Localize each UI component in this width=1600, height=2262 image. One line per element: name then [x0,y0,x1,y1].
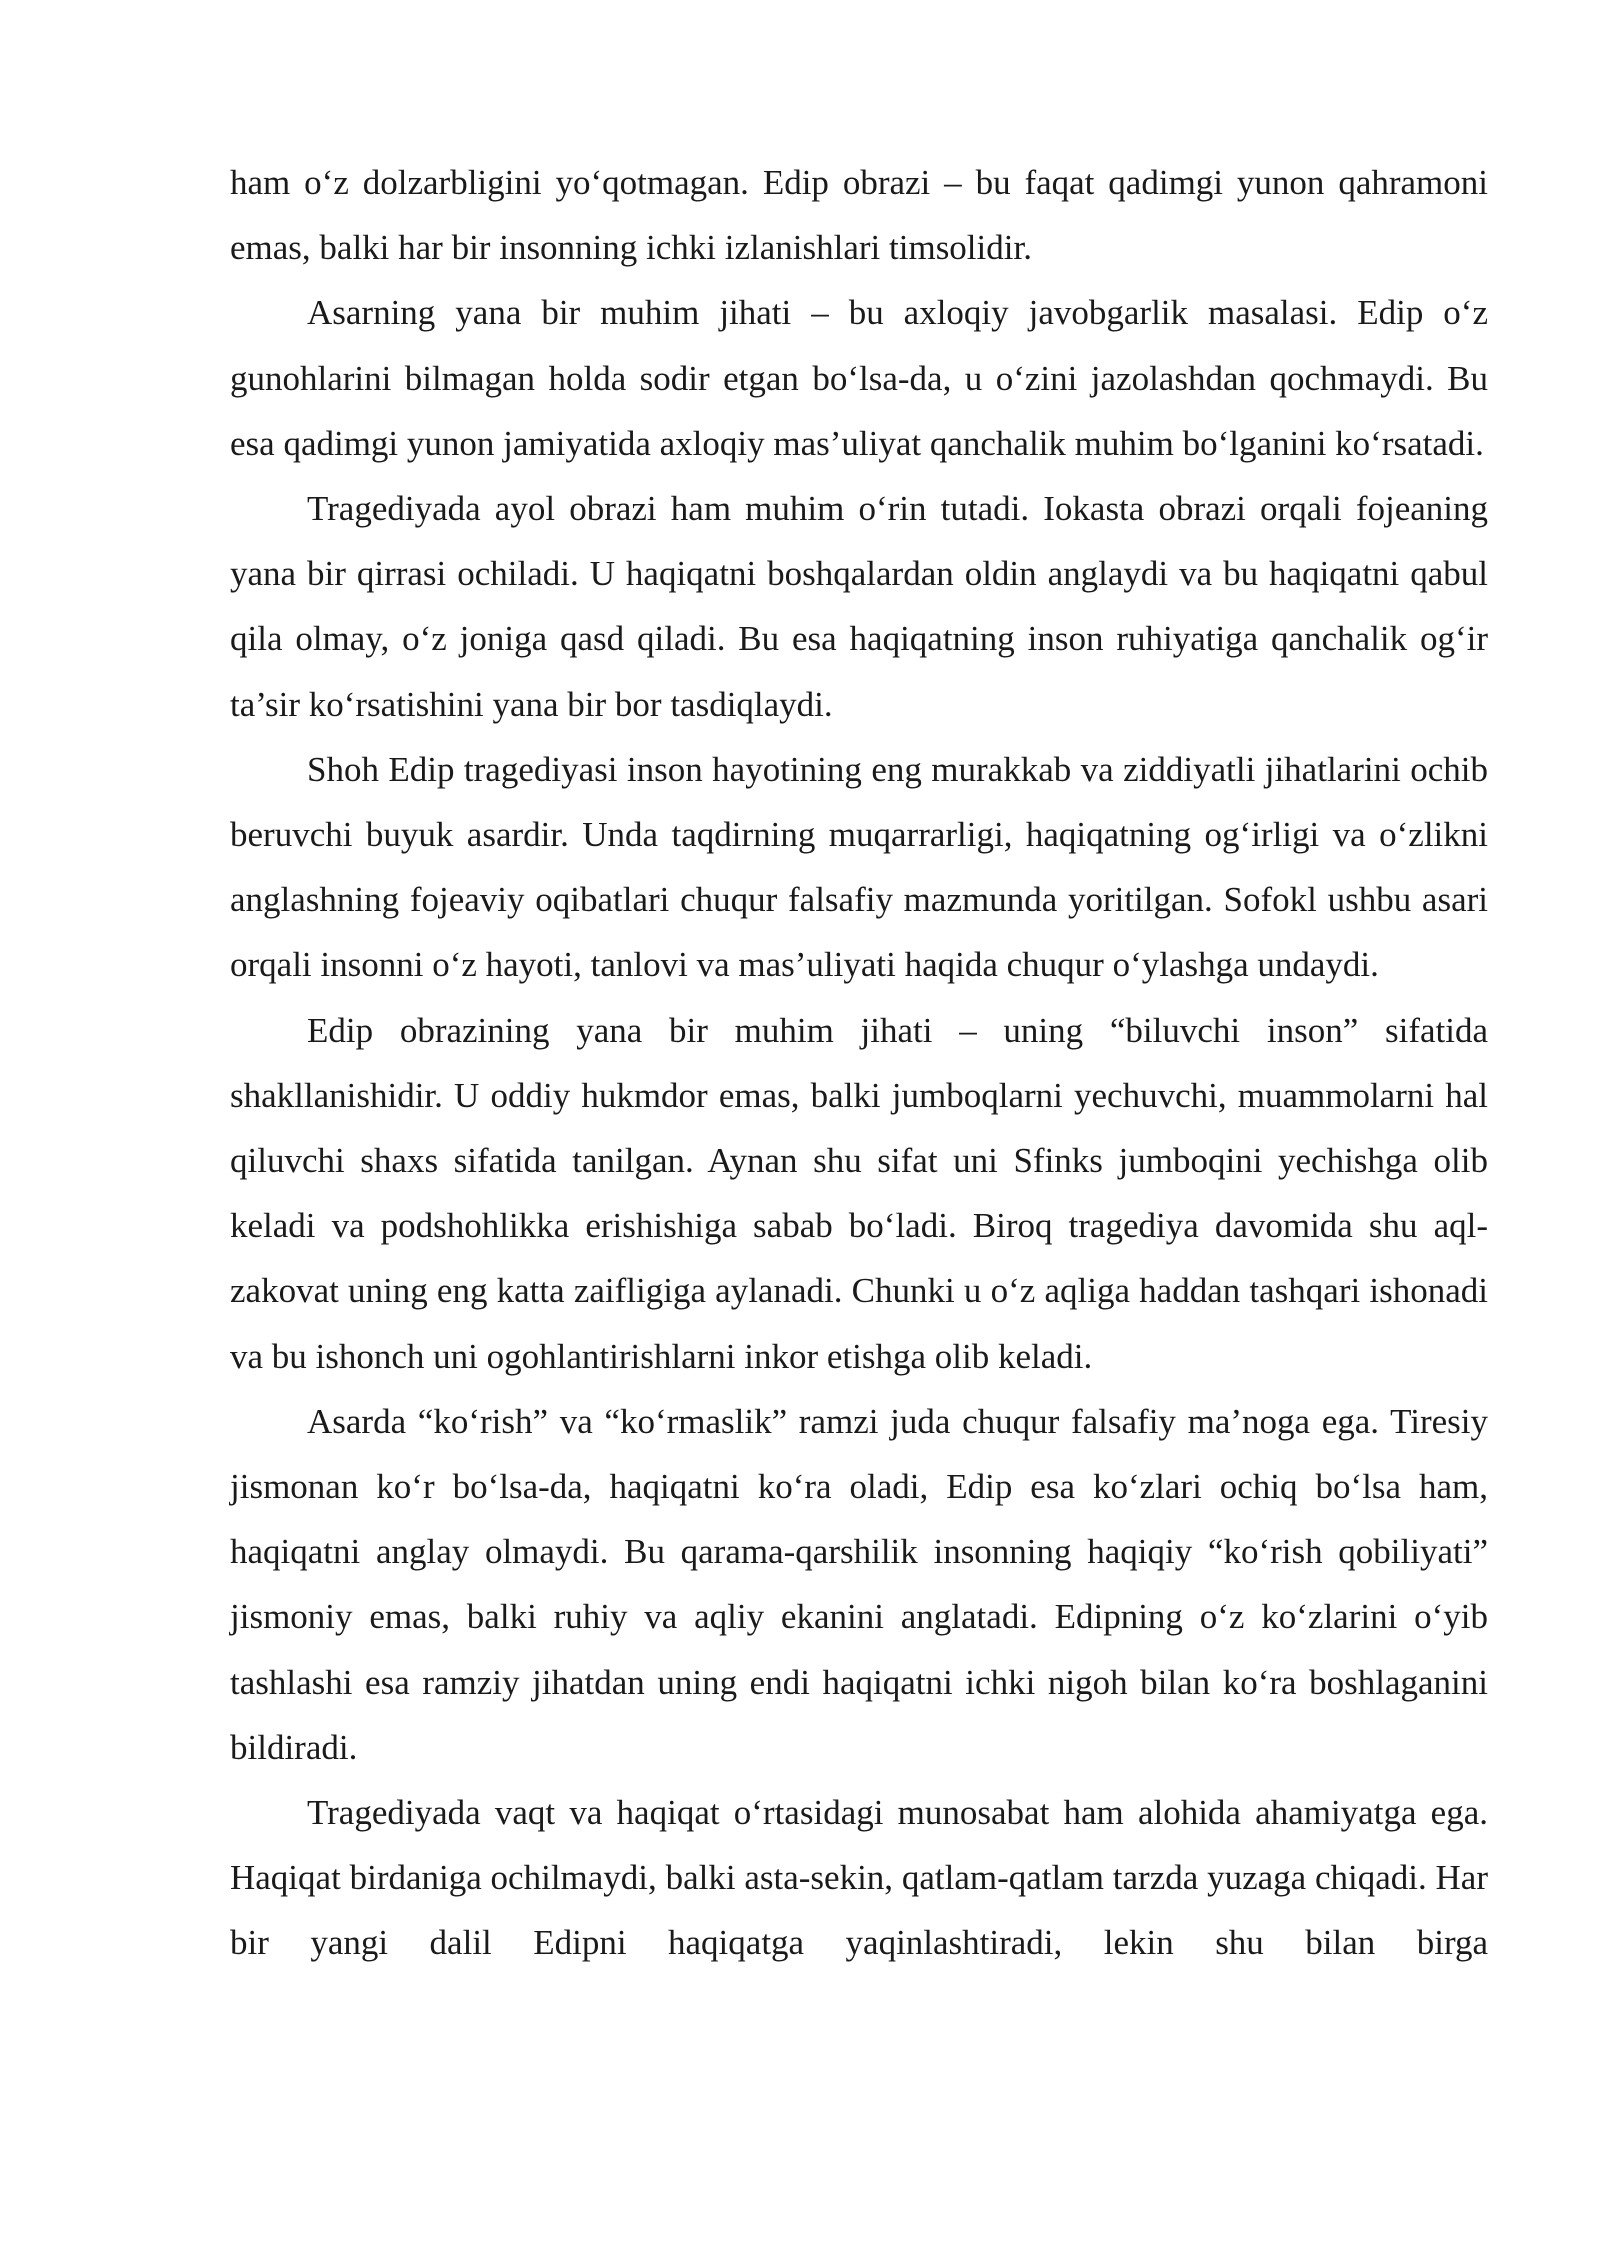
paragraph-tragedy-summary: Shoh Edip tragediyasi inson hayotining eng murakkab va ziddiyatli jihatlarini ochib beruvchi buyuk asardir. Unda taqdirning muqarrarligi, haqiqatning og‘irligi va o‘zlikni anglashning fojeaviy oqibatlari chuqur falsafiy mazmunda yoritilgan. Sofokl ushbu asari orqali insonni o‘z hayoti, tanlovi va mas’uliyati haqida chuqur o‘ylashga undaydi. [230,749,1488,985]
paragraph-knowing-man: Edip obrazining yana bir muhim jihati – uning “biluvchi inson” sifatida shakllanishidir. U oddiy hukmdor emas, balki jumboqlarni yechuvchi, muammolarni hal qiluvchi shaxs sifatida tanilgan. Aynan shu sifat uni Sfinks jumboqini yechishga olib keladi va podshohlikka erishishiga sabab bo‘ladi. Biroq tragediya davomida shu aql-zakovat uning eng katta zaifligiga aylanadi. Chunki u o‘z aqliga haddan tashqari ishonadi va bu ishonch uni ogohlantirishlarni inkor etishga olib keladi. [230,1010,1488,1376]
document-body [230,150,1488,1976]
paragraph-continuation: ham o‘z dolzarbligini yo‘qotmagan. Edip obrazi – bu faqat qadimgi yunon qahramoni emas, balki har bir insonning ichki izlanishlari timsolidir. [230,163,1488,268]
paragraph-female-image: Tragediyada ayol obrazi ham muhim o‘rin tutadi. Iokasta obrazi orqali fojeaning yana bir qirrasi ochiladi. U haqiqatni boshqalardan oldin anglaydi va bu haqiqatni qabul qila olmay, o‘z joniga qasd qiladi. Bu esa haqiqatning inson ruhiyatiga qanchalik og‘ir ta’sir ko‘rsatishini yana bir bor tasdiqlaydi. [230,489,1488,724]
paragraph-time-and-truth: Tragediyada vaqt va haqiqat o‘rtasidagi munosabat ham alohida ahamiyatga ega. Haqiqat birdaniga ochilmaydi, balki asta-sekin, qatlam-qatlam tarzda yuzaga chiqadi. Har bir yangi dalil Edipni haqiqatga yaqinlashtiradi, lekin shu bilan birga [230,1793,1488,1963]
paragraph-moral-responsibility: Asarning yana bir muhim jihati – bu axloqiy javobgarlik masalasi. Edip o‘z gunohlarini bilmagan holda sodir etgan bo‘lsa-da, u o‘zini jazolashdan qochmaydi. Bu esa qadimgi yunon jamiyatida axloqiy mas’uliyat qanchalik muhim bo‘lganini ko‘rsatadi. [230,293,1488,463]
paragraph-seeing-symbol: Asarda “ko‘rish” va “ko‘rmaslik” ramzi juda chuqur falsafiy ma’noga ega. Tiresiy jismonan ko‘r bo‘lsa-da, haqiqatni ko‘ra oladi, Edip esa ko‘zlari ochiq bo‘lsa ham, haqiqatni anglay olmaydi. Bu qarama-qarshilik insonning haqiqiy “ko‘rish qobiliyati” jismoniy emas, balki ruhiy va aqliy ekanini anglatadi. Edipning o‘z ko‘zlarini o‘yib tashlashi esa ramziy jihatdan uning endi haqiqatni ichki nigoh bilan ko‘ra boshlaganini bildiradi. [230,1401,1488,1767]
